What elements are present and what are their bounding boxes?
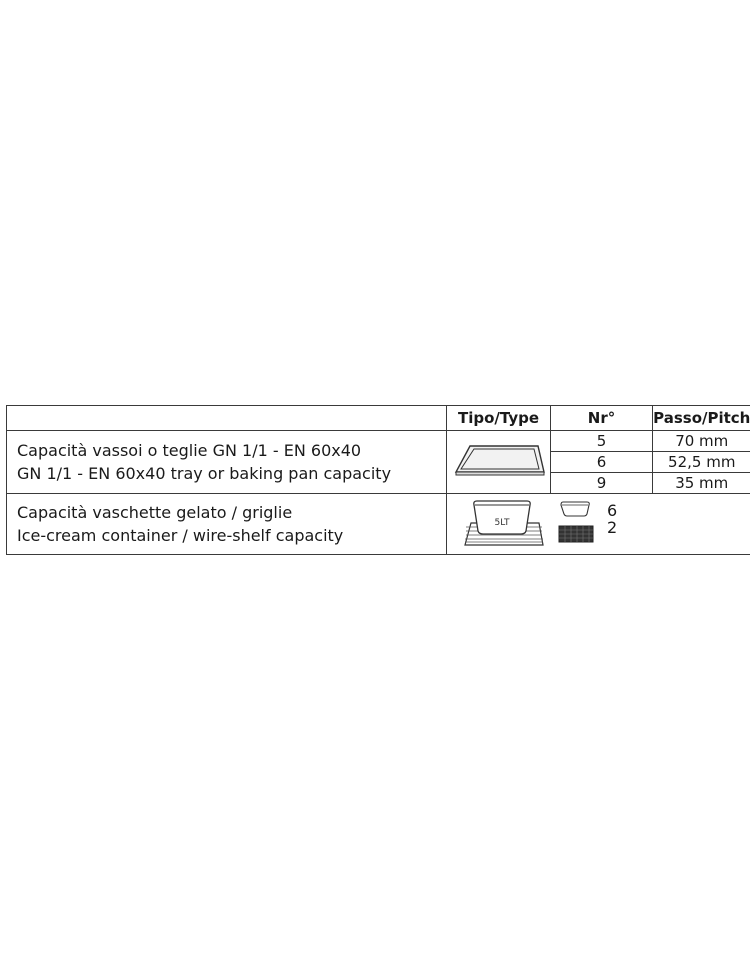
header-nr: Nr° [551, 406, 653, 431]
tray-pitch-3: 35 mm [653, 473, 750, 494]
description-italian: Capacità vaschette gelato / griglie [17, 503, 293, 522]
header-type: Tipo/Type [447, 406, 551, 431]
capacity-spec-table [6, 405, 750, 555]
description-english: Ice-cream container / wire-shelf capacity [17, 526, 344, 545]
tray-nr-1: 5 [551, 431, 653, 452]
tray-icon [452, 442, 546, 482]
description-italian: Capacità vassoi o teglie GN 1/1 - EN 60x40 [17, 441, 362, 460]
small-container-and-shelf-icon [557, 500, 605, 546]
tray-nr-2: 6 [551, 452, 653, 473]
table-header-row [7, 406, 750, 431]
table-row [7, 494, 750, 555]
ice-cream-container-icon [463, 497, 545, 551]
container-label: 5LT [494, 518, 510, 528]
table-row [7, 431, 750, 452]
header-description [7, 406, 447, 431]
tray-capacity-description [7, 431, 447, 494]
shelf-count: 2 [607, 518, 618, 537]
tray-pitch-2: 52,5 mm [653, 452, 750, 473]
container-count: 6 [607, 501, 618, 520]
ice-cream-capacity-description [7, 494, 447, 555]
tray-nr-3: 9 [551, 473, 653, 494]
tray-type-cell [447, 431, 551, 494]
header-pitch: Passo/Pitch [653, 406, 750, 431]
description-english: GN 1/1 - EN 60x40 tray or baking pan capacity [17, 464, 392, 483]
ice-cream-type-cell [447, 494, 750, 555]
tray-pitch-1: 70 mm [653, 431, 750, 452]
